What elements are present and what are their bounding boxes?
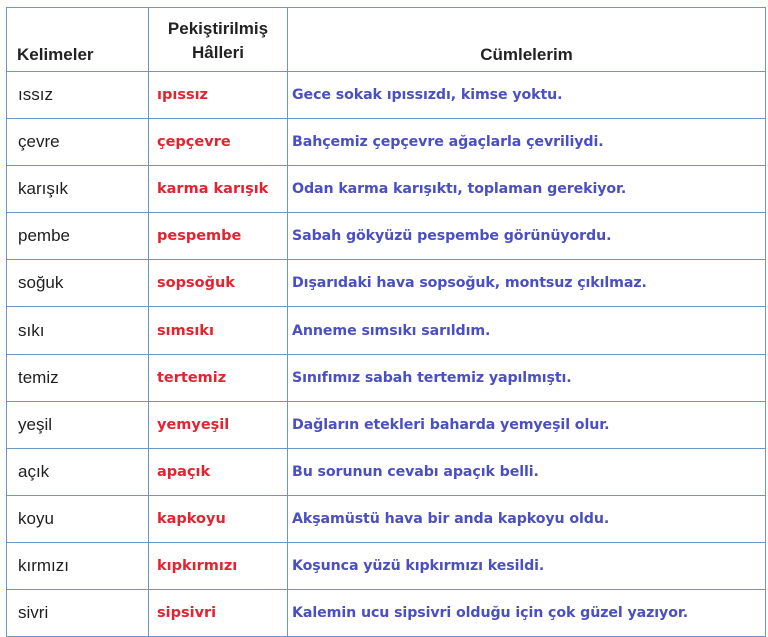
sentence-cell: Odan karma karışıktı, toplaman gerekiyor. <box>288 166 766 213</box>
sentence-cell: Gece sokak ıpıssızdı, kimse yoktu. <box>288 72 766 119</box>
sentence-cell: Kalemin ucu sipsivri olduğu için çok güzel yazıyor. <box>288 590 766 637</box>
header-row <box>7 8 766 72</box>
reinforced-cell: karma karışık <box>149 166 288 213</box>
word-cell: karışık <box>7 166 149 213</box>
reinforced-cell: ıpıssız <box>149 72 288 119</box>
reinforced-cell: apaçık <box>149 448 288 495</box>
sentence-cell: Koşunca yüzü kıpkırmızı kesildi. <box>288 542 766 589</box>
word-cell: ıssız <box>7 72 149 119</box>
reinforced-words-table <box>6 7 766 637</box>
reinforced-cell: pespembe <box>149 213 288 260</box>
word-cell: sıkı <box>7 307 149 354</box>
table-row <box>7 119 766 166</box>
sentence-cell: Bu sorunun cevabı apaçık belli. <box>288 448 766 495</box>
reinforced-cell: yemyeşil <box>149 401 288 448</box>
reinforced-cell: sımsıkı <box>149 307 288 354</box>
table-row <box>7 260 766 307</box>
table-row <box>7 72 766 119</box>
reinforced-cell: kıpkırmızı <box>149 542 288 589</box>
sentence-cell: Dışarıdaki hava sopsoğuk, montsuz çıkılmaz. <box>288 260 766 307</box>
sentence-cell: Dağların etekleri baharda yemyeşil olur. <box>288 401 766 448</box>
word-cell: soğuk <box>7 260 149 307</box>
word-cell: koyu <box>7 495 149 542</box>
table-row <box>7 401 766 448</box>
word-cell: açık <box>7 448 149 495</box>
table-row <box>7 542 766 589</box>
word-cell: sivri <box>7 590 149 637</box>
header-reinforced-line2: Hâlleri <box>192 43 244 62</box>
sentence-cell: Bahçemiz çepçevre ağaçlarla çevriliydi. <box>288 119 766 166</box>
sentence-cell: Sınıfımız sabah tertemiz yapılmıştı. <box>288 354 766 401</box>
header-sentences: Cümlelerim <box>288 8 766 72</box>
word-cell: kırmızı <box>7 542 149 589</box>
table-row <box>7 166 766 213</box>
header-reinforced-line1: Pekiştirilmiş <box>167 19 269 38</box>
header-reinforced <box>149 8 288 72</box>
sentence-cell: Sabah gökyüzü pespembe görünüyordu. <box>288 213 766 260</box>
header-words: Kelimeler <box>7 8 149 72</box>
table-row <box>7 590 766 637</box>
word-cell: yeşil <box>7 401 149 448</box>
word-cell: temiz <box>7 354 149 401</box>
table-row <box>7 213 766 260</box>
table-row <box>7 448 766 495</box>
sentence-cell: Akşamüstü hava bir anda kapkoyu oldu. <box>288 495 766 542</box>
table-row <box>7 307 766 354</box>
table-row <box>7 354 766 401</box>
word-cell: çevre <box>7 119 149 166</box>
reinforced-cell: kapkoyu <box>149 495 288 542</box>
reinforced-cell: tertemiz <box>149 354 288 401</box>
word-cell: pembe <box>7 213 149 260</box>
reinforced-cell: sipsivri <box>149 590 288 637</box>
reinforced-cell: çepçevre <box>149 119 288 166</box>
table-row <box>7 495 766 542</box>
reinforced-cell: sopsoğuk <box>149 260 288 307</box>
sentence-cell: Anneme sımsıkı sarıldım. <box>288 307 766 354</box>
